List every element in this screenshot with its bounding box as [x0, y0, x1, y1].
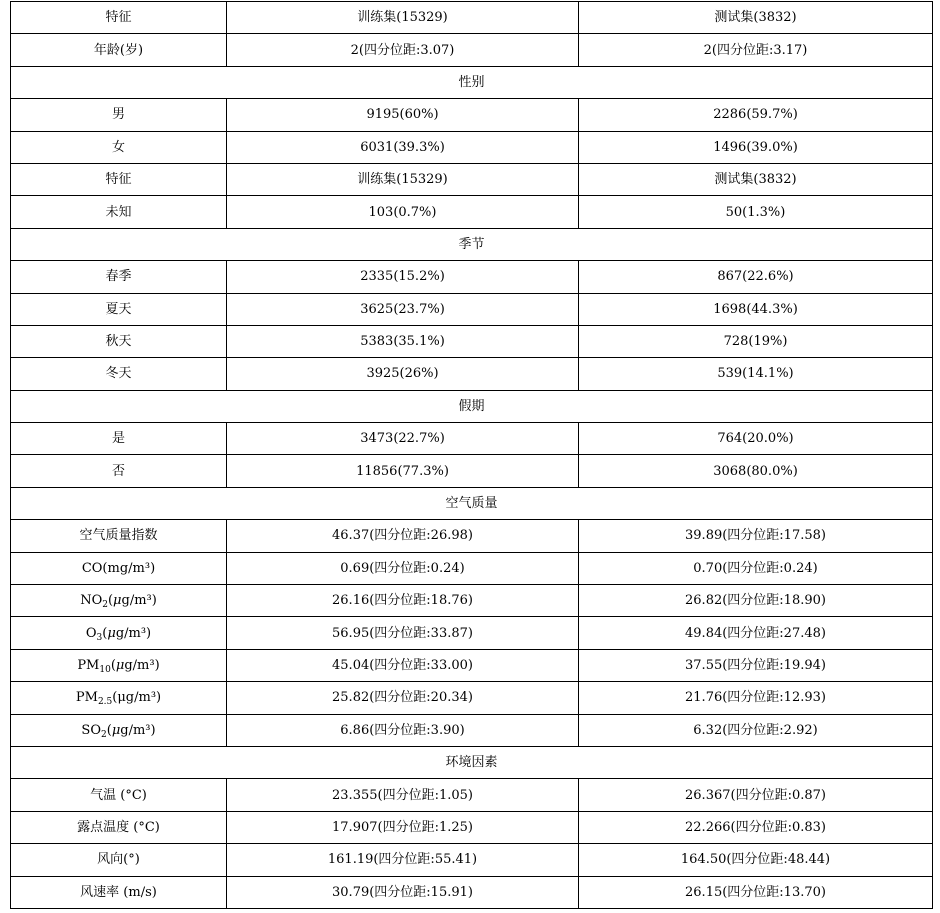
table-header-row [11, 2, 933, 34]
test-value: 21.76(四分位距:12.93) [579, 682, 933, 714]
train-value: 11856(77.3%) [227, 455, 579, 487]
test-value: 22.266(四分位距:0.83) [579, 811, 933, 843]
feature-comparison-table [10, 1, 933, 909]
label-unit: g/m³) [124, 658, 160, 673]
test-value: 50(1.3%) [579, 196, 933, 228]
test-value: 49.84(四分位距:27.48) [579, 617, 933, 649]
label-main: O [85, 625, 97, 641]
row-label: 露点温度 (°C) [11, 811, 227, 843]
label-subscript: 10 [99, 665, 111, 675]
table-row [11, 196, 933, 228]
test-value: 867(22.6%) [579, 261, 933, 293]
test-value: 2(四分位距:3.17) [579, 34, 933, 66]
label-unit: g/m³) [115, 625, 152, 641]
train-value: 3625(23.7%) [227, 293, 579, 325]
label-unit: (μg/m³) [112, 690, 162, 706]
row-label: 未知 [11, 196, 227, 228]
table-row [11, 714, 933, 746]
row-label: 秋天 [11, 325, 227, 357]
label-subscript: 2 [102, 600, 108, 611]
train-value: 2335(15.2%) [227, 261, 579, 293]
row-label-o3: $O_3(\mu g/m^3)$ [11, 617, 227, 649]
row-label: 夏天 [11, 293, 227, 325]
test-value: 6.32(四分位距:2.92) [579, 714, 933, 746]
header-train: 训练集(15329) [227, 163, 579, 195]
section-header-row [11, 746, 933, 778]
section-title-environment: 环境因素 [11, 746, 933, 778]
row-label: 风向(°) [11, 844, 227, 876]
label-main: PM [77, 658, 100, 673]
train-value: 6.86(四分位距:3.90) [227, 714, 579, 746]
table-row [11, 585, 933, 617]
row-label-so2: $SO_2(\mu g/m^3)$ [11, 714, 227, 746]
row-label: 否 [11, 455, 227, 487]
train-value: 26.16(四分位距:18.76) [227, 585, 579, 617]
train-value: 56.95(四分位距:33.87) [227, 617, 579, 649]
row-label: 是 [11, 423, 227, 455]
train-value: 0.69(四分位距:0.24) [227, 552, 579, 584]
row-label-pm10: $PM_{10}(\mu g/m^3)$ [11, 649, 227, 681]
section-header-row [11, 66, 933, 98]
row-label: CO(mg/m³) [11, 552, 227, 584]
row-label: 女 [11, 131, 227, 163]
label-unit-mu: μ [107, 625, 116, 641]
test-value: 1496(39.0%) [579, 131, 933, 163]
test-value: 39.89(四分位距:17.58) [579, 520, 933, 552]
train-value: 45.04(四分位距:33.00) [227, 649, 579, 681]
section-title-air-quality: 空气质量 [11, 487, 933, 519]
label-subscript: 2 [101, 729, 107, 740]
table-row [11, 844, 933, 876]
row-label: 空气质量指数 [11, 520, 227, 552]
train-value: 161.19(四分位距:55.41) [227, 844, 579, 876]
label-unit-mu: μ [111, 722, 121, 738]
table-row [11, 34, 933, 66]
test-value: 1698(44.3%) [579, 293, 933, 325]
table-row [11, 455, 933, 487]
table-row [11, 293, 933, 325]
train-value: 3473(22.7%) [227, 423, 579, 455]
table-row [11, 876, 933, 908]
label-main: NO [80, 593, 103, 609]
header-test: 测试集(3832) [579, 2, 933, 34]
train-value: 23.355(四分位距:1.05) [227, 779, 579, 811]
test-value: 539(14.1%) [579, 358, 933, 390]
repeated-header-row [11, 163, 933, 195]
row-label: 气温 (°C) [11, 779, 227, 811]
train-value: 5383(35.1%) [227, 325, 579, 357]
section-title-gender: 性别 [11, 66, 933, 98]
table-row [11, 99, 933, 131]
test-value: 26.367(四分位距:0.87) [579, 779, 933, 811]
table-row [11, 423, 933, 455]
train-value: 6031(39.3%) [227, 131, 579, 163]
section-header-row [11, 390, 933, 422]
test-value: 3068(80.0%) [579, 455, 933, 487]
row-label: 风速率 (m/s) [11, 876, 227, 908]
train-value: 103(0.7%) [227, 196, 579, 228]
row-label: 年龄(岁) [11, 34, 227, 66]
test-value: 728(19%) [579, 325, 933, 357]
label-main: SO [81, 722, 101, 738]
section-title-holiday: 假期 [11, 390, 933, 422]
section-header-row [11, 228, 933, 260]
label-unit-mu: μ [115, 658, 125, 673]
train-value: 9195(60%) [227, 99, 579, 131]
label-main: PM [75, 690, 98, 706]
test-value: 764(20.0%) [579, 423, 933, 455]
table-row [11, 131, 933, 163]
header-feature: 特征 [11, 2, 227, 34]
header-feature: 特征 [11, 163, 227, 195]
section-header-row [11, 487, 933, 519]
table-row [11, 682, 933, 714]
section-title-season: 季节 [11, 228, 933, 260]
table-row [11, 261, 933, 293]
label-unit: g/m³) [121, 593, 157, 609]
train-value: 30.79(四分位距:15.91) [227, 876, 579, 908]
row-label: 冬天 [11, 358, 227, 390]
row-label-no2: $NO_2(\mu g/m^3)$ [11, 585, 227, 617]
test-value: 0.70(四分位距:0.24) [579, 552, 933, 584]
header-train: 训练集(15329) [227, 2, 579, 34]
table-row [11, 649, 933, 681]
test-value: 164.50(四分位距:48.44) [579, 844, 933, 876]
label-subscript: 2.5 [97, 697, 113, 708]
label-subscript: 3 [96, 632, 103, 643]
table-row [11, 617, 933, 649]
row-label: 春季 [11, 261, 227, 293]
train-value: 25.82(四分位距:20.34) [227, 682, 579, 714]
table-row [11, 325, 933, 357]
header-test: 测试集(3832) [579, 163, 933, 195]
table-row [11, 358, 933, 390]
table-row [11, 520, 933, 552]
table-row [11, 552, 933, 584]
train-value: 17.907(四分位距:1.25) [227, 811, 579, 843]
test-value: 26.82(四分位距:18.90) [579, 585, 933, 617]
label-unit-mu: μ [113, 593, 122, 609]
label-unit: g/m³) [120, 722, 156, 738]
table-row [11, 779, 933, 811]
table-row [11, 811, 933, 843]
row-label-pm25 [11, 682, 227, 714]
test-value: 26.15(四分位距:13.70) [579, 876, 933, 908]
test-value: 37.55(四分位距:19.94) [579, 649, 933, 681]
train-value: 3925(26%) [227, 358, 579, 390]
test-value: 2286(59.7%) [579, 99, 933, 131]
train-value: 46.37(四分位距:26.98) [227, 520, 579, 552]
row-label: 男 [11, 99, 227, 131]
train-value: 2(四分位距:3.07) [227, 34, 579, 66]
